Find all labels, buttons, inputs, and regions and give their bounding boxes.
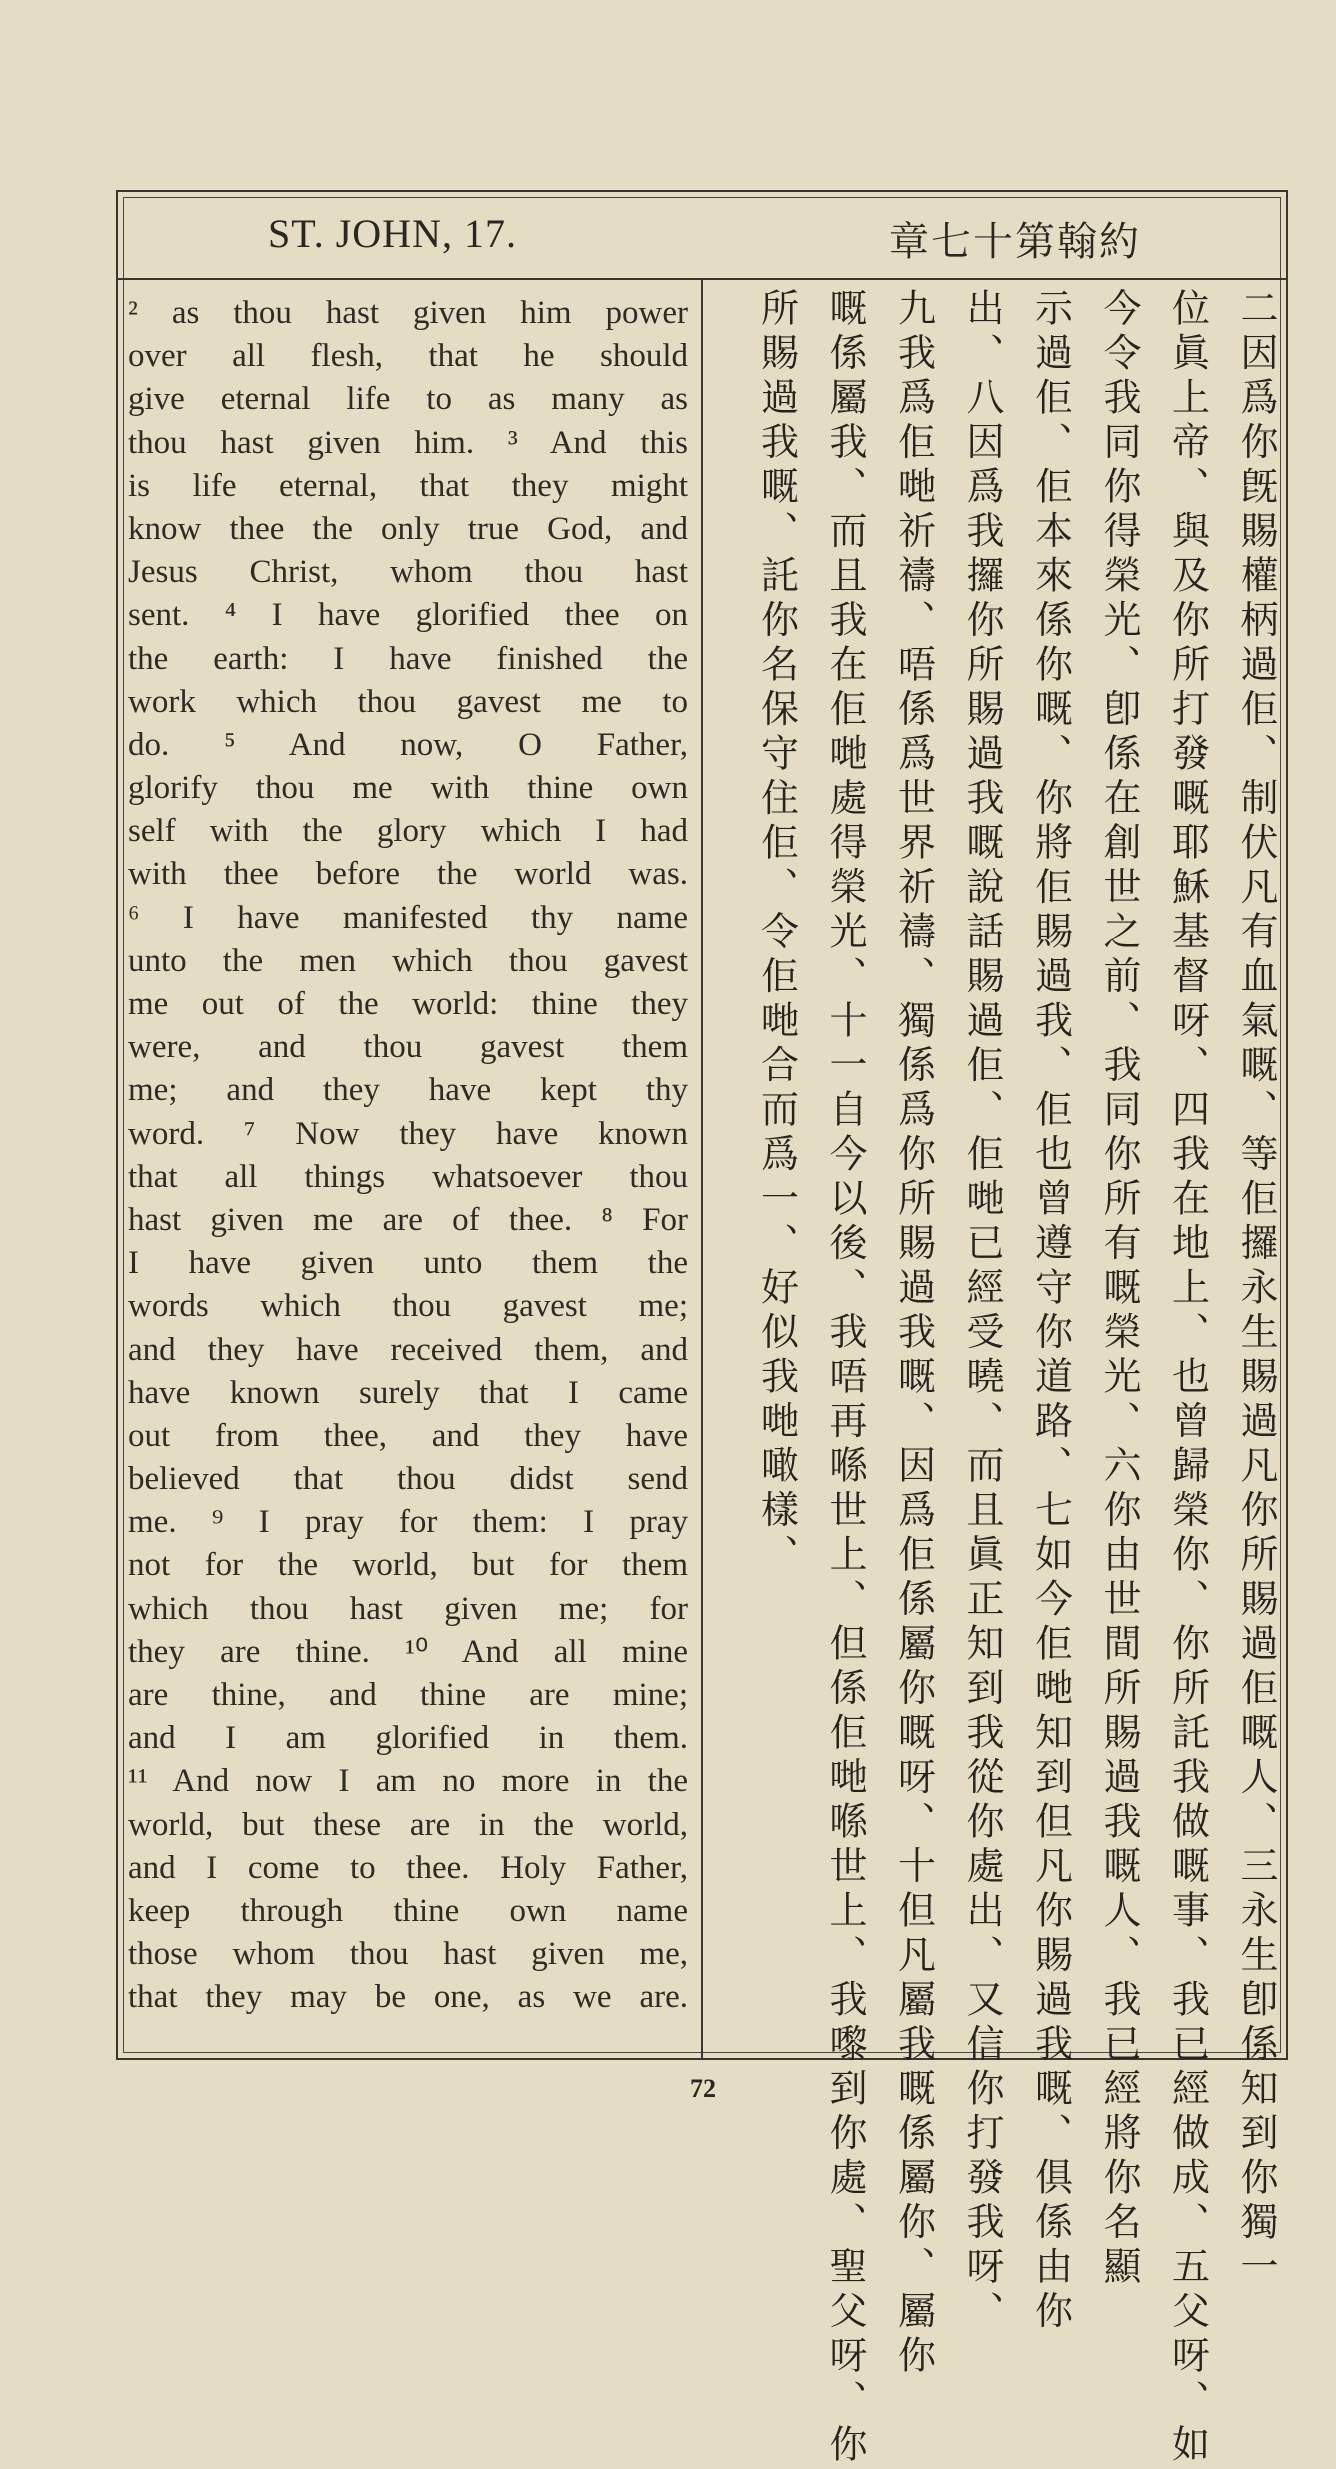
english-text-line: ¹¹ And now I am no more in the xyxy=(128,1763,688,1800)
english-text-line: world, but these are in the world, xyxy=(128,1806,688,1843)
english-text-line: give eternal life to as many as xyxy=(128,381,688,418)
english-text-line: hast given me are of thee. ⁸ For xyxy=(128,1201,688,1238)
english-text-line: out from thee, and they have xyxy=(128,1417,688,1454)
column-divider xyxy=(701,278,703,2058)
chinese-text-column-line: 九我爲佢哋祈禱、唔係爲世界祈禱、獨係爲你所賜過我嘅、因爲佢係屬你嘅呀、十但凡屬我嘅係屬你、屬你 xyxy=(891,288,936,2380)
chinese-text-column-line: 出、八因爲我攞你所賜過我嘅說話賜過佢、佢哋已經受曉、而且眞正知到我從你處出、又信你打發我呀、 xyxy=(960,288,1004,2335)
english-text-line: were, and thou gavest them xyxy=(128,1029,688,1066)
english-text-line: are thine, and thine are mine; xyxy=(128,1677,688,1713)
chinese-text-column-line: 今令我同你得榮光、卽係在創世之前、我同你所有嘅榮光、六你由世間所賜過我嘅人、我已經將你名顯 xyxy=(1097,288,1141,2291)
chinese-text-column-line: 示過佢、佢本來係你嘅、你將佢賜過我、佢也曾遵守你道路、七如今佢哋知到但凡你賜過我嘅、俱係由你 xyxy=(1028,288,1073,2335)
english-text-line: that all things whatsoever thou xyxy=(128,1158,688,1195)
chinese-text-column-line: 嘅係屬我、而且我在佢哋處得榮光、十一自今以後、我唔再喺世上、但係佢哋喺世上、我嚟到你處、聖父呀、你 xyxy=(823,288,867,2469)
english-text-line: the earth: I have finished the xyxy=(128,640,688,677)
english-text-line: and I am glorified in them. xyxy=(128,1720,688,1757)
english-text-line: believed that thou didst send xyxy=(128,1461,688,1498)
english-text-line: those whom thou hast given me, xyxy=(128,1936,688,1973)
english-text-line: have known surely that I came xyxy=(128,1374,688,1411)
english-text-line: they are thine. ¹⁰ And all mine xyxy=(128,1633,688,1670)
english-text-line: me; and they have kept thy xyxy=(128,1072,688,1109)
english-text-line: unto the men which thou gavest xyxy=(128,942,688,979)
english-text-line: thou hast given him. ³ And this xyxy=(128,424,688,461)
english-text-line: words which thou gavest me; xyxy=(128,1288,688,1325)
english-text-line: and I come to thee. Holy Father, xyxy=(128,1849,688,1886)
english-text-line: is life eternal, that they might xyxy=(128,467,688,504)
english-text-line: word. ⁷ Now they have known xyxy=(128,1115,688,1152)
page-number: 72 xyxy=(690,2074,716,2103)
chinese-text-column xyxy=(730,288,1280,2469)
english-text-column xyxy=(128,292,688,2020)
running-header xyxy=(118,192,1286,280)
english-text-line: ⁶ I have manifested thy name xyxy=(128,899,688,936)
english-text-line: glorify thou me with thine own xyxy=(128,770,688,807)
english-text-line: that they may be one, as we are. xyxy=(128,1979,688,2016)
english-text-line: me. ⁹ I pray for them: I pray xyxy=(128,1504,688,1541)
english-text-line: sent. ⁴ I have glorified thee on xyxy=(128,597,688,634)
english-running-title: ST. JOHN, 17. xyxy=(268,211,517,256)
english-text-line: and they have received them, and xyxy=(128,1331,688,1368)
english-text-line: over all flesh, that he should xyxy=(128,338,688,375)
english-text-line: Jesus Christ, whom thou hast xyxy=(128,554,688,591)
chinese-text-column-line: 位眞上帝、與及你所打發嘅耶穌基督呀、四我在地上、也曾歸榮你、你所託我做嘅事、我已經做成、五父呀、如 xyxy=(1165,288,1210,2469)
english-text-line: which thou hast given me; for xyxy=(128,1590,688,1627)
english-text-line: with thee before the world was. xyxy=(128,856,688,893)
english-text-line: I have given unto them the xyxy=(128,1245,688,1282)
english-text-line: work which thou gavest me to xyxy=(128,683,688,720)
english-text-line: keep through thine own name xyxy=(128,1892,688,1929)
english-text-line: know thee the only true God, and xyxy=(128,510,688,547)
chinese-running-title: 約翰第十七章 xyxy=(889,219,1141,265)
english-text-line: not for the world, but for them xyxy=(128,1547,688,1584)
chinese-text-column-line: 二因爲你旣賜權柄過佢、制伏凡有血氣嘅、等佢攞永生賜過凡你所賜過佢嘅人、三永生卽係知到你獨一 xyxy=(1234,288,1278,2291)
english-text-line: me out of the world: thine they xyxy=(128,986,688,1022)
english-text-line: do. ⁵ And now, O Father, xyxy=(128,726,688,763)
english-text-line: self with the glory which I had xyxy=(128,813,688,850)
chinese-text-column-line: 所賜過我嘅、託你名保守住佢、令佢哋合而爲一、好似我哋噉樣、 xyxy=(754,288,799,1579)
english-text-line: ² as thou hast given him power xyxy=(128,295,688,331)
